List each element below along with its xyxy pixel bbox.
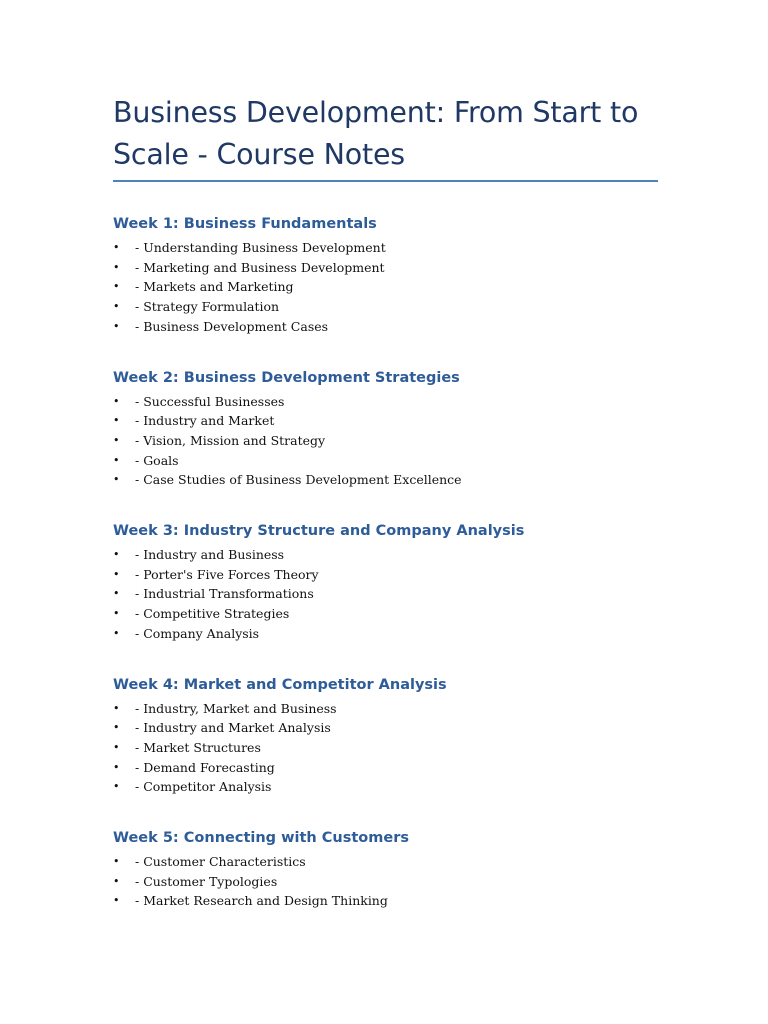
- topic-text: - Competitive Strategies: [135, 606, 290, 622]
- bullet-icon: •: [113, 740, 120, 754]
- bullet-icon: •: [113, 280, 120, 294]
- topic-list-item: [113, 758, 658, 778]
- bullet-icon: •: [113, 548, 120, 562]
- topic-text: - Understanding Business Development: [135, 240, 386, 255]
- topic-list-item: [113, 277, 658, 297]
- bullet-icon: •: [113, 894, 120, 908]
- topic-text: - Vision, Mission and Strategy: [135, 432, 326, 448]
- bullet-icon: •: [113, 319, 120, 333]
- topic-text: - Strategy Formulation: [135, 299, 280, 315]
- title-divider: [113, 180, 658, 182]
- weeks-container: [113, 214, 658, 911]
- bullet-icon: •: [113, 780, 120, 794]
- week-heading: Week 1: Business Fundamentals: [113, 216, 377, 232]
- topic-list-item: [113, 624, 658, 644]
- topic-list-item: [113, 852, 658, 872]
- topic-text: - Company Analysis: [135, 625, 260, 641]
- topic-list-item: [113, 565, 658, 585]
- topic-text: - Demand Forecasting: [135, 759, 275, 775]
- topic-list-item: [113, 872, 658, 892]
- topic-text: - Case Studies of Business Development Excellence: [135, 472, 462, 488]
- topic-text: - Industrial Transformations: [135, 586, 314, 602]
- topic-list-item: [113, 718, 658, 738]
- bullet-icon: •: [113, 874, 120, 888]
- bullet-icon: •: [113, 453, 120, 467]
- topic-list-item: [113, 584, 658, 604]
- document-title: Business Development: From Start to Scale - Course Notes: [113, 96, 639, 171]
- topic-text: - Goals: [135, 452, 179, 468]
- topic-list: [113, 238, 658, 337]
- week-section-2: [113, 368, 658, 491]
- topic-list-item: [113, 317, 658, 337]
- topic-text: - Industry and Market: [135, 413, 275, 429]
- bullet-icon: •: [113, 241, 120, 254]
- bullet-icon: •: [113, 721, 120, 735]
- week-section-3: [113, 521, 658, 644]
- topic-list-item: [113, 470, 658, 490]
- topic-text: - Industry and Business: [135, 547, 285, 563]
- bullet-icon: •: [113, 587, 120, 601]
- topic-list: [113, 545, 658, 644]
- topic-list-item: [113, 545, 658, 565]
- topic-list-item: [113, 699, 658, 719]
- topic-text: - Porter's Five Forces Theory: [135, 566, 319, 582]
- bullet-icon: •: [113, 414, 120, 428]
- topic-text: - Customer Characteristics: [135, 854, 306, 870]
- bullet-icon: •: [113, 567, 120, 581]
- topic-list: [113, 392, 658, 491]
- topic-text: - Industry and Market Analysis: [135, 720, 331, 736]
- document-page: [113, 92, 658, 942]
- week-section-5: [113, 828, 658, 911]
- bullet-icon: •: [113, 300, 120, 314]
- bullet-icon: •: [113, 760, 120, 774]
- bullet-icon: •: [113, 607, 120, 621]
- week-section-4: [113, 675, 658, 798]
- topic-text: - Business Development Cases: [135, 318, 329, 334]
- topic-list-item: [113, 777, 658, 797]
- topic-text: - Customer Typologies: [135, 873, 278, 889]
- topic-list-item: [113, 392, 658, 412]
- bullet-icon: •: [113, 701, 120, 715]
- bullet-icon: •: [113, 260, 120, 274]
- bullet-icon: •: [113, 394, 120, 408]
- bullet-icon: •: [113, 855, 120, 869]
- topic-text: - Successful Businesses: [135, 393, 285, 409]
- topic-list-item: [113, 297, 658, 317]
- topic-list-item: [113, 258, 658, 278]
- topic-list-item: [113, 238, 658, 258]
- topic-list-item: [113, 411, 658, 431]
- bullet-icon: •: [113, 433, 120, 447]
- bullet-icon: •: [113, 473, 120, 487]
- topic-text: - Marketing and Business Development: [135, 259, 385, 275]
- week-heading: Week 2: Business Development Strategies: [113, 369, 460, 386]
- topic-text: - Market Research and Design Thinking: [135, 893, 388, 909]
- week-heading: Week 3: Industry Structure and Company Analysis: [113, 523, 525, 540]
- topic-list-item: [113, 738, 658, 758]
- topic-text: - Industry, Market and Business: [135, 700, 337, 716]
- topic-text: - Competitor Analysis: [135, 779, 272, 795]
- topic-text: - Markets and Marketing: [135, 279, 294, 295]
- topic-list: [113, 852, 658, 911]
- week-heading: Week 5: Connecting with Customers: [113, 830, 409, 847]
- topic-list-item: [113, 431, 658, 451]
- week-section-1: [113, 214, 658, 337]
- topic-list-item: [113, 451, 658, 471]
- bullet-icon: •: [113, 626, 120, 640]
- topic-list-item: [113, 604, 658, 624]
- topic-list: [113, 699, 658, 798]
- week-heading: Week 4: Market and Competitor Analysis: [113, 676, 447, 693]
- topic-text: - Market Structures: [135, 739, 261, 755]
- topic-list-item: [113, 891, 658, 911]
